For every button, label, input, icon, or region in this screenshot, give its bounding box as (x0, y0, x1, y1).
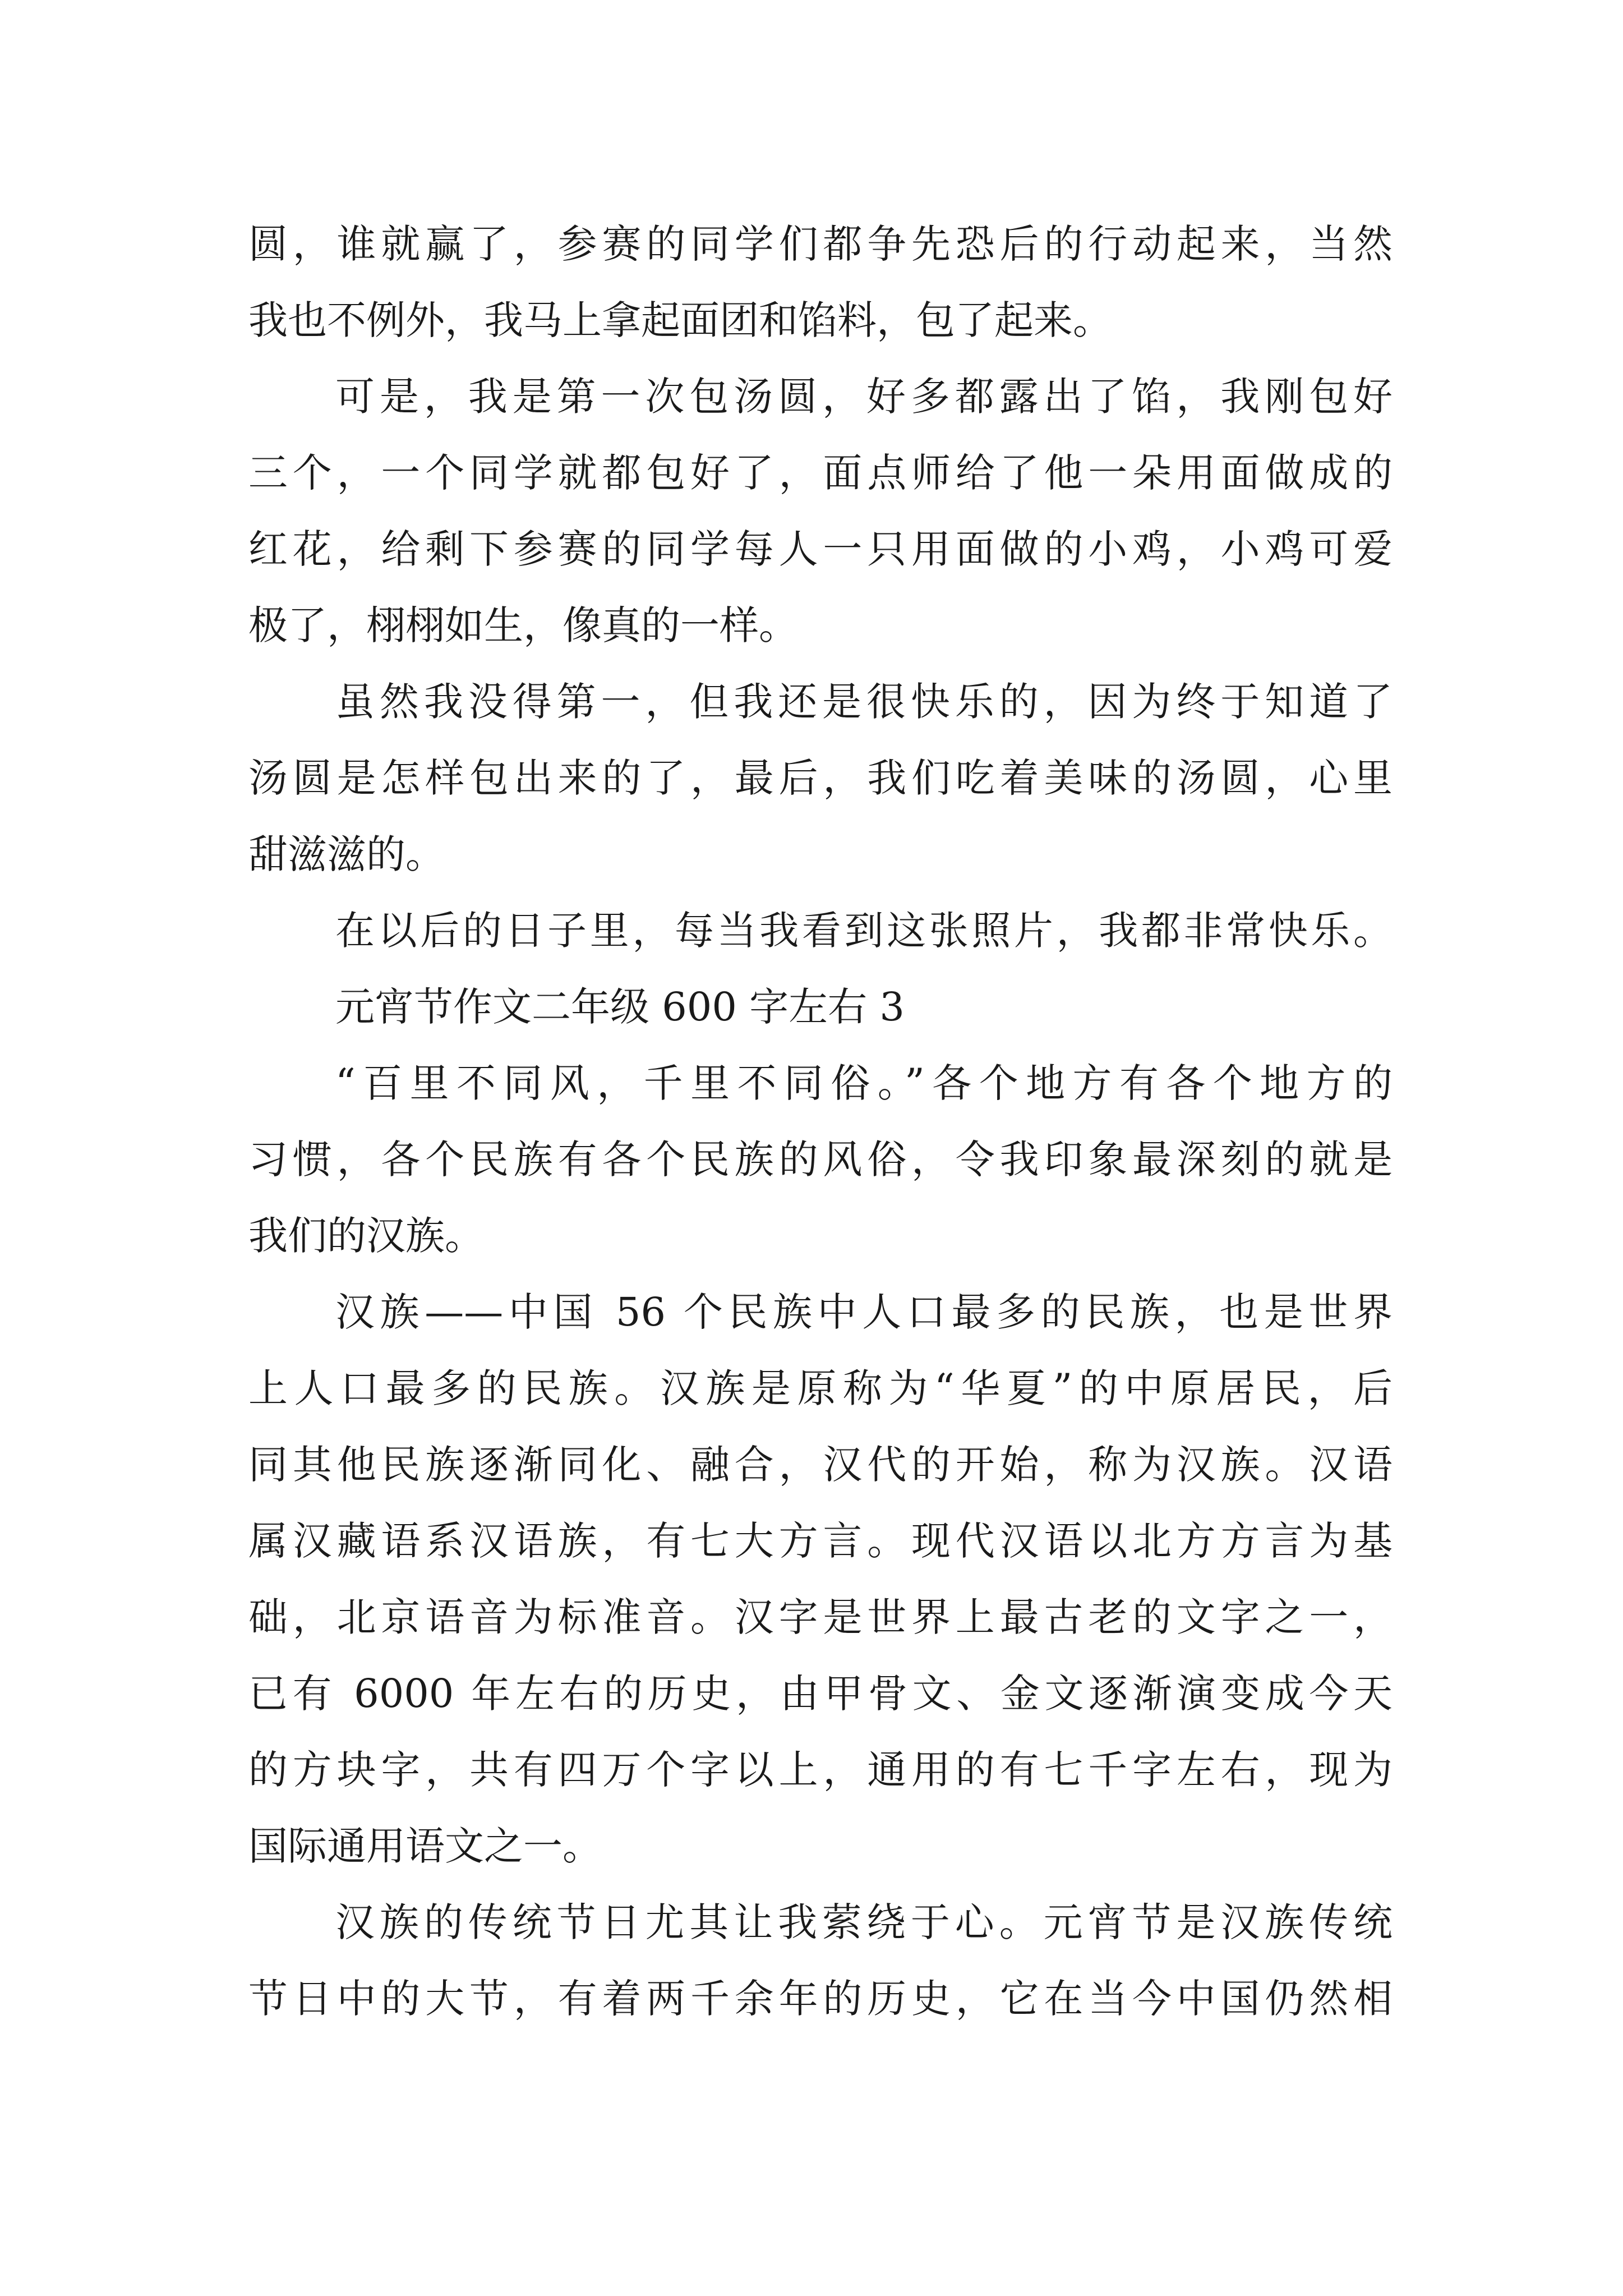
paragraph-line: “百里不同风，千里不同俗。”各个地方有各个地方的 (335, 1060, 1393, 1106)
paragraph-line: 圆，谁就赢了，参赛的同学们都争先恐后的行动起来，当然 (248, 221, 1393, 267)
paragraph-line: 极了，栩栩如生，像真的一样。 (248, 602, 798, 648)
paragraph-line: 我也不例外，我马上拿起面团和馅料，包了起来。 (248, 297, 1112, 343)
paragraph-line: 可是，我是第一次包汤圆，好多都露出了馅，我刚包好 (335, 374, 1393, 420)
paragraph-line: 汤圆是怎样包出来的了，最后，我们吃着美味的汤圆，心里 (248, 755, 1393, 801)
paragraph-line: 上人口最多的民族。汉族是原称为“华夏”的中原居民，后 (248, 1365, 1393, 1411)
paragraph-line: 节日中的大节，有着两千余年的历史，它在当今中国仍然相 (248, 1976, 1393, 2022)
section-heading: 元宵节作文二年级 600 字左右 3 (335, 984, 905, 1030)
paragraph-line: 属汉藏语系汉语族，有七大方言。现代汉语以北方方言为基 (248, 1518, 1393, 1564)
paragraph-line: 红花，给剩下参赛的同学每人一只用面做的小鸡，小鸡可爱 (248, 526, 1393, 572)
paragraph-line: 汉族——中国 56 个民族中人口最多的民族，也是世界 (335, 1289, 1393, 1335)
paragraph-line: 在以后的日子里，每当我看到这张照片，我都非常快乐。 (335, 908, 1393, 954)
paragraph-line: 同其他民族逐渐同化、融合，汉代的开始，称为汉族。汉语 (248, 1442, 1393, 1488)
paragraph-line: 汉族的传统节日尤其让我萦绕于心。元宵节是汉族传统 (335, 1899, 1393, 1945)
paragraph-line: 已有 6000 年左右的历史，由甲骨文、金文逐渐演变成今天 (248, 1671, 1393, 1717)
paragraph-line: 国际通用语文之一。 (248, 1823, 602, 1869)
paragraph-line: 虽然我没得第一，但我还是很快乐的，因为终于知道了 (335, 679, 1393, 725)
paragraph-line: 三个，一个同学就都包好了，面点师给了他一朵用面做成的 (248, 450, 1393, 496)
paragraph-line: 我们的汉族。 (248, 1213, 484, 1259)
paragraph-line: 的方块字，共有四万个字以上，通用的有七千字左右，现为 (248, 1747, 1393, 1793)
paragraph-line: 础，北京语音为标准音。汉字是世界上最古老的文字之一， (248, 1594, 1393, 1640)
paragraph-line: 习惯，各个民族有各个民族的风俗，令我印象最深刻的就是 (248, 1137, 1393, 1182)
paragraph-line: 甜滋滋的。 (248, 831, 445, 877)
